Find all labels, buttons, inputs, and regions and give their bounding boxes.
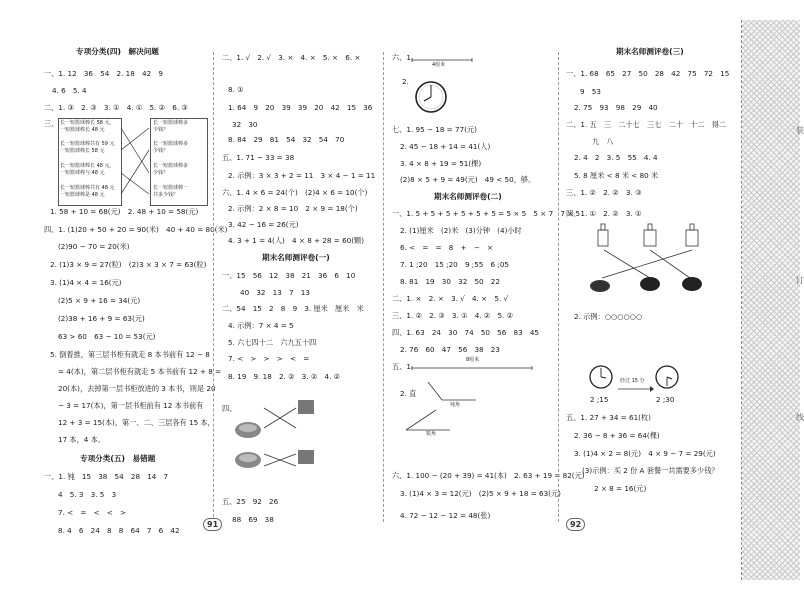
answer-line: (2)8 × 5 + 9 = 49(元) 49 < 50，够。 xyxy=(400,175,536,184)
table-cell: 共多少钱？ xyxy=(153,192,179,198)
table-cell: 一短篮球棒与 48 元 xyxy=(60,170,105,176)
answer-line: 8. 19 9. 18 2. ② 3. ② 4. ② xyxy=(228,372,341,381)
angle-label: 锐角 xyxy=(426,431,437,437)
answer-line: 2. 直 xyxy=(400,389,417,398)
answer-line: 2. 示例：3 × 3 + 2 = 11 3 × 4 − 1 = 11 xyxy=(228,171,376,180)
answer-line: 二、1. √ 2. √ 3. × 4. × 5. × 6. × xyxy=(222,53,361,62)
answer-line: 七、1. 95 − 18 = 77(元) xyxy=(392,125,477,134)
answer-line: 2. 示例：2 × 8 = 10 2 × 9 = 18(个) xyxy=(228,204,358,213)
clock-icon xyxy=(588,364,614,390)
arrow-label: 经过 15 分 xyxy=(620,378,645,384)
table-cell: 少钱？ xyxy=(153,170,169,176)
bottle-icon xyxy=(644,224,656,246)
answer-line: 一、1. 钝 15 38 54 28 14 7 xyxy=(44,472,169,481)
answer-line: = 4(本)，第二层书柜有就走 5 本书前有 12 + 8 = xyxy=(58,367,222,376)
table-cell: 长一短篮球棒长 58 元、 xyxy=(60,120,115,126)
answer-line: 四、 xyxy=(222,404,237,413)
column-divider xyxy=(213,52,214,522)
answer-line: 5. 倒着推，第三层书柜有就走 8 本书前有 12 − 8 xyxy=(50,350,210,359)
answer-line: 2. (1)3 × 9 = 27(粒) (2)3 × 3 × 7 = 63(粒) xyxy=(50,260,207,269)
answer-line: 2. 示例：○○○○○○ xyxy=(574,312,643,321)
answer-line: 四、1. ① 2. ② 3. ① xyxy=(566,209,642,218)
section-title: 期末名师测评卷(三) xyxy=(616,47,684,56)
angle-acute xyxy=(406,410,456,432)
animal-icon xyxy=(590,280,610,292)
answer-line: 二、54 15 2 8 9 3. 厘米 厘米 米 xyxy=(222,304,364,313)
answer-line: 8. ① xyxy=(228,85,244,94)
answer-line: 40 32 13 7 13 xyxy=(240,288,310,297)
answer-line: 2. 36 − 8 + 36 = 64(棵) xyxy=(574,431,660,440)
answer-line: 3. (1)4 × 2 = 8(元) 4 × 9 − 7 = 29(元) xyxy=(574,449,716,458)
column-divider xyxy=(383,52,384,522)
time-label: 2 ;30 xyxy=(656,395,675,404)
answer-line: 一、1. 5 + 5 + 5 + 5 + 5 + 5 = 5 × 5 5 × 7 7 × 5 xyxy=(392,209,581,218)
segment-4cm xyxy=(412,58,482,66)
answer-line: 3. (1)4 × 4 = 16(元) xyxy=(50,278,122,287)
answer-line: 7. < = < < > xyxy=(58,508,127,517)
table-cell: 长一短篮球棒多 xyxy=(153,163,189,169)
answer-line: 一、1. 68 65 27 50 28 42 75 72 15 xyxy=(566,69,730,78)
answer-line: 六、1. 100 − (20 + 39) = 41(本) 2. 63 + 19 = 82(元) xyxy=(392,471,585,480)
clock-icon xyxy=(414,80,448,114)
section-title: 期末名师测评卷(二) xyxy=(434,192,502,201)
answer-line: 四、1. (1)20 + 50 + 20 = 90(米) 40 + 40 = 80(米) xyxy=(44,225,228,234)
arrow-icon xyxy=(618,386,654,392)
answer-line: 一、1. 12 36 54 2. 18 42 9 xyxy=(44,69,163,78)
angle-label: 钝角 xyxy=(450,402,461,408)
table-cell: 一短篮球棒长 48 元 xyxy=(60,127,105,133)
segment-label: 8厘米 xyxy=(466,357,480,363)
answer-line: 4. 6 5. 4 xyxy=(52,86,87,95)
table-cell: 长一短篮球棒多 xyxy=(153,120,189,126)
binding-char: 线 xyxy=(796,413,804,422)
answer-line: 1. 64 9 20 39 39 20 42 15 36 xyxy=(228,103,373,112)
table-cell: 长一短篮球棒一 xyxy=(153,185,189,191)
answer-line: 一、15 56 12 38 21 36 6 10 xyxy=(222,271,356,280)
answer-line: 四、1. 63 24 30 74 50 56 83 45 xyxy=(392,328,539,337)
answer-line: (3)示例：买 2 份 A 套餐一共需要多少钱？ xyxy=(582,466,719,475)
answer-line: (2)90 − 70 = 20(米) xyxy=(58,242,130,251)
answer-line: 六、1. xyxy=(392,53,414,62)
answer-line: 4. 示例：7 × 4 = 5 xyxy=(228,321,294,330)
answer-line: 88 69 38 xyxy=(232,515,274,524)
page-number: 91 xyxy=(203,518,222,531)
answer-line: 7. 1 ;20 15 ;20 9 ;55 6 ;05 xyxy=(400,260,509,269)
observation-drawing xyxy=(584,220,704,300)
answer-line: 2. 4 2 3. 5 55 4. 4 xyxy=(574,153,658,162)
answer-line: 20(本)，去掉第一层书柜放进的 3 本书，则是 20 xyxy=(58,384,216,393)
answer-line: 五、1. 71 − 33 = 38 xyxy=(222,153,295,162)
segment-8cm xyxy=(412,366,542,374)
section-title: 专项分类(五) 易错题 xyxy=(80,454,156,463)
animal-icon xyxy=(682,277,702,291)
table-cell: 一短篮球棒长 58 元 xyxy=(60,148,105,154)
answer-line: 五、1. 27 + 34 = 61(枚) xyxy=(566,413,651,422)
answer-line: 3. 4 × 8 + 19 = 51(棵) xyxy=(400,159,482,168)
answer-line: 2. 45 − 18 + 14 = 41(人) xyxy=(400,142,491,151)
answer-line: 7. < > > > < = xyxy=(228,354,310,363)
clock-icon xyxy=(654,364,680,390)
answer-line: 1. 58 + 10 = 68(元) 2. 48 + 10 = 58(元) xyxy=(50,207,199,216)
answer-line: 2 × 8 = 16(元) xyxy=(594,484,647,493)
bottle-icon xyxy=(598,224,608,246)
answer-line: 4 5. 3 3. 5 3 xyxy=(58,490,117,499)
column-divider xyxy=(558,52,559,522)
answer-line: 8. 4 6 24 8 8 64 7 6 42 xyxy=(58,526,180,535)
answer-line: 4. 72 − 12 − 12 = 48(张) xyxy=(400,511,491,520)
answer-line: 2. xyxy=(402,77,409,86)
answer-line: 3. 42 − 16 = 26(元) xyxy=(228,220,299,229)
answer-line: 六、1. 4 × 6 = 24(个) (2)4 × 6 = 10(个) xyxy=(222,188,368,197)
answer-line: 五、1. xyxy=(392,362,414,371)
table-cell: 长一短篮球棒共有 48 元 xyxy=(60,185,115,191)
answer-line: 3. (1)4 × 3 = 12(元) (2)5 × 9 + 18 = 63(元) xyxy=(400,489,561,498)
table-cell: 长一短篮球棒长 48 元、 xyxy=(60,163,115,169)
table-cell: 少钱？ xyxy=(153,148,169,154)
picture-matching xyxy=(232,396,352,476)
table-cell: 长一短篮球棒共有 59 元 xyxy=(60,141,115,147)
section-title: 期末名师测评卷(一) xyxy=(262,253,330,262)
binding-char: 装 xyxy=(796,126,804,135)
answer-line: 8. 84 29 81 54 32 54 70 xyxy=(228,135,345,144)
time-label: 2 ;15 xyxy=(590,395,609,404)
answer-line: 9 53 xyxy=(580,87,601,96)
answer-line: (2)5 × 9 + 16 = 34(元) xyxy=(58,296,141,305)
page-number: 92 xyxy=(566,518,585,531)
answer-line: 二、1. ③ 2. ③ 3. ① 4. ① 5. ② 6. ③ xyxy=(44,103,188,112)
answer-line: 三、1. ② 2. ② 3. ③ xyxy=(566,188,642,197)
answer-line: 63 > 60 63 − 10 = 53(元) xyxy=(58,332,156,341)
binding-char: 订 xyxy=(796,276,804,285)
matching-table xyxy=(58,118,208,206)
answer-line: − 3 = 17(本)，第一层书柜前有 12 本书前有 xyxy=(58,401,204,410)
answer-line: 九 八 xyxy=(592,137,614,146)
bottle-icon xyxy=(686,224,698,246)
answer-line: 6. < = = 8 + − × xyxy=(400,243,493,252)
animal-icon xyxy=(640,277,660,291)
table-cell: 少钱？ xyxy=(153,127,169,133)
answer-line: 三、1. ② 2. ③ 3. ① 4. ② 5. ② xyxy=(392,311,514,320)
answer-line: 12 + 3 = 15(本)，第一、二、三层各有 15 本， xyxy=(58,418,215,427)
table-cell: 一短篮球棒是 48 元 xyxy=(60,192,105,198)
answer-line: 二、1. 五 三 二十七 三七 二十 十二 得二 xyxy=(566,120,727,129)
binding-strip xyxy=(742,20,804,580)
answer-line: 5. 8 厘米 < 8 米 < 80 米 xyxy=(574,171,659,180)
answer-line: 32 30 xyxy=(232,120,258,129)
answer-line: 2. (1)厘米 (2)米 (3)分钟 (4)小时 xyxy=(400,226,522,235)
answer-line: 4. 3 + 1 = 4(人) 4 × 8 + 28 = 60(颗) xyxy=(228,236,365,245)
table-cell: 长一短篮球棒多 xyxy=(153,141,189,147)
answer-line: 5. 六七四十二 六九五十四 xyxy=(228,338,317,347)
answer-line: 三、 xyxy=(44,119,59,128)
matching-lines xyxy=(58,118,208,206)
answer-line: (2)38 + 16 + 9 = 63(元) xyxy=(58,314,145,323)
answer-line: 2. 76 60 47 56 38 23 xyxy=(400,345,500,354)
angle-obtuse xyxy=(428,382,478,402)
section-title: 专项分类(四) 解决问题 xyxy=(76,47,159,56)
answer-line: 五、25 92 26 xyxy=(222,497,279,506)
answer-line: 2. 75 93 98 29 40 xyxy=(574,103,658,112)
answer-line: 8. 81 19 30 32 50 22 xyxy=(400,277,500,286)
answer-line: 17 本，4 本。 xyxy=(58,435,106,444)
segment-label: 4厘米 xyxy=(432,62,446,68)
answer-line: 二、1. × 2. × 3. √ 4. × 5. √ xyxy=(392,294,509,303)
